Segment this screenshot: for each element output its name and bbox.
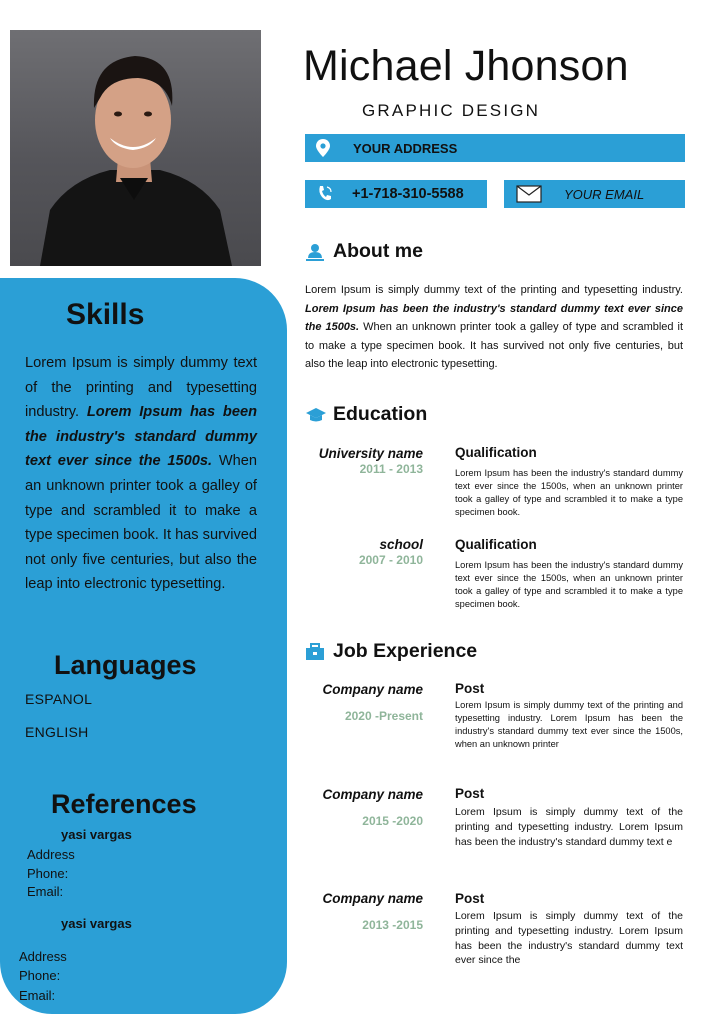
profile-photo [10, 30, 261, 266]
education-entry-left [303, 537, 423, 567]
qualification-title: Qualification [455, 445, 537, 460]
about-title: About me [333, 240, 423, 262]
qualification-description: Lorem Ipsum has been the industry's standard dummy text ever since the 1500s, when an unknown printer took a galley of type and scrambled it to make a type specimen book. [455, 468, 683, 517]
job-description: Lorem Ipsum is simply dummy text of the printing and typesetting industry. Lorem Ipsum has been the industry's standard dummy text ever since the [455, 910, 683, 967]
job-description: Lorem Ipsum is simply dummy text of the printing and typesetting industry. Lorem Ipsum has been the industry's standard dummy text e [455, 806, 683, 848]
reference-name: yasi vargas [61, 827, 132, 842]
skills-text-part-1: Lorem Ipsum is simply dummy text of the printing and typesetting industry. [25, 355, 257, 421]
company-name: Company name [322, 891, 423, 906]
phone-text: +1-718-310-5588 [352, 186, 464, 202]
education-years: 2007 - 2010 [358, 553, 423, 567]
education-entry-right [455, 445, 683, 519]
job-post: Post [455, 681, 485, 696]
job-entry-right [455, 681, 683, 751]
reference-address: Address [19, 949, 67, 964]
phone-bar [305, 180, 487, 208]
education-entry-left [303, 446, 423, 476]
location-pin-icon [316, 139, 330, 157]
education-title: Education [333, 403, 428, 425]
envelope-icon [516, 185, 542, 203]
qualification-description: Lorem Ipsum has been the industry's standard dummy text ever since the 1500s, when an unknown printer took a galley of type and scrambled it to make a type specimen book. [455, 560, 683, 609]
job-entry-left [303, 682, 423, 723]
portrait-illustration [10, 30, 261, 266]
company-name: Company name [322, 682, 423, 697]
briefcase-icon [305, 643, 325, 661]
language-item: ESPANOL [25, 691, 93, 707]
reference-phone: Phone: [19, 968, 61, 983]
reference-name: yasi vargas [61, 916, 132, 931]
job-years: 2015 -2020 [362, 814, 423, 828]
address-bar [305, 134, 685, 162]
email-text: YOUR EMAIL [564, 187, 645, 202]
reference-address: Address [27, 847, 75, 862]
phone-icon [317, 185, 333, 203]
about-text-part-1: Lorem Ipsum is simply dummy text of the printing and typesetting industry. [305, 284, 683, 296]
job-years: 2020 -Present [344, 709, 423, 723]
sidebar [0, 278, 287, 1014]
email-bar [504, 180, 685, 208]
job-post: Post [455, 786, 485, 801]
about-text-bold: Lorem Ipsum has been the industry's standard dummy text ever since the 1500s. [305, 302, 683, 334]
institution-name: University name [318, 446, 423, 461]
job-description: Lorem Ipsum is simply dummy text of the printing and typesetting industry. Lorem Ipsum has been the industry's standard dummy text ever since the 1500s, when an unknown printer [455, 700, 683, 749]
graduation-cap-icon [305, 406, 327, 424]
job-entry-left [303, 787, 423, 828]
job-post: Post [455, 891, 485, 906]
reference-phone: Phone: [27, 866, 69, 881]
job-role: GRAPHIC DESIGN [362, 101, 541, 120]
language-item: ENGLISH [25, 724, 89, 740]
experience-title: Job Experience [333, 640, 478, 662]
education-entry-right [455, 537, 683, 611]
company-name: Company name [322, 787, 423, 802]
user-icon [305, 242, 325, 262]
skills-text-bold: Lorem Ipsum has been the industry's standard dummy text ever since the 1500s. [25, 404, 257, 470]
institution-name: school [379, 537, 423, 552]
job-entry-left [303, 891, 423, 932]
full-name: Michael Jhonson [303, 42, 629, 90]
references-title: References [51, 789, 197, 819]
job-entry-right [455, 786, 683, 849]
reference-email: Email: [27, 884, 64, 899]
skills-text-part-2: When an unknown printer took a galley of type and scrambled it to make a type specimen book. It has survived not only five centuries, but also the leap into electronic typesetting. [25, 453, 257, 593]
address-text: YOUR ADDRESS [353, 141, 458, 156]
qualification-title: Qualification [455, 537, 537, 552]
about-text [305, 281, 683, 374]
reference-email: Email: [19, 988, 56, 1003]
languages-title: Languages [54, 650, 197, 680]
education-years: 2011 - 2013 [359, 462, 423, 476]
job-years: 2013 -2015 [362, 918, 423, 932]
skills-text [25, 351, 257, 597]
job-entry-right [455, 891, 683, 968]
skills-title: Skills [66, 298, 145, 331]
about-text-part-2: When an unknown printer took a galley of type and scrambled it to make a type specimen book. It has survived not only five centuries, but also the leap into electronic typesetting. [305, 321, 684, 371]
